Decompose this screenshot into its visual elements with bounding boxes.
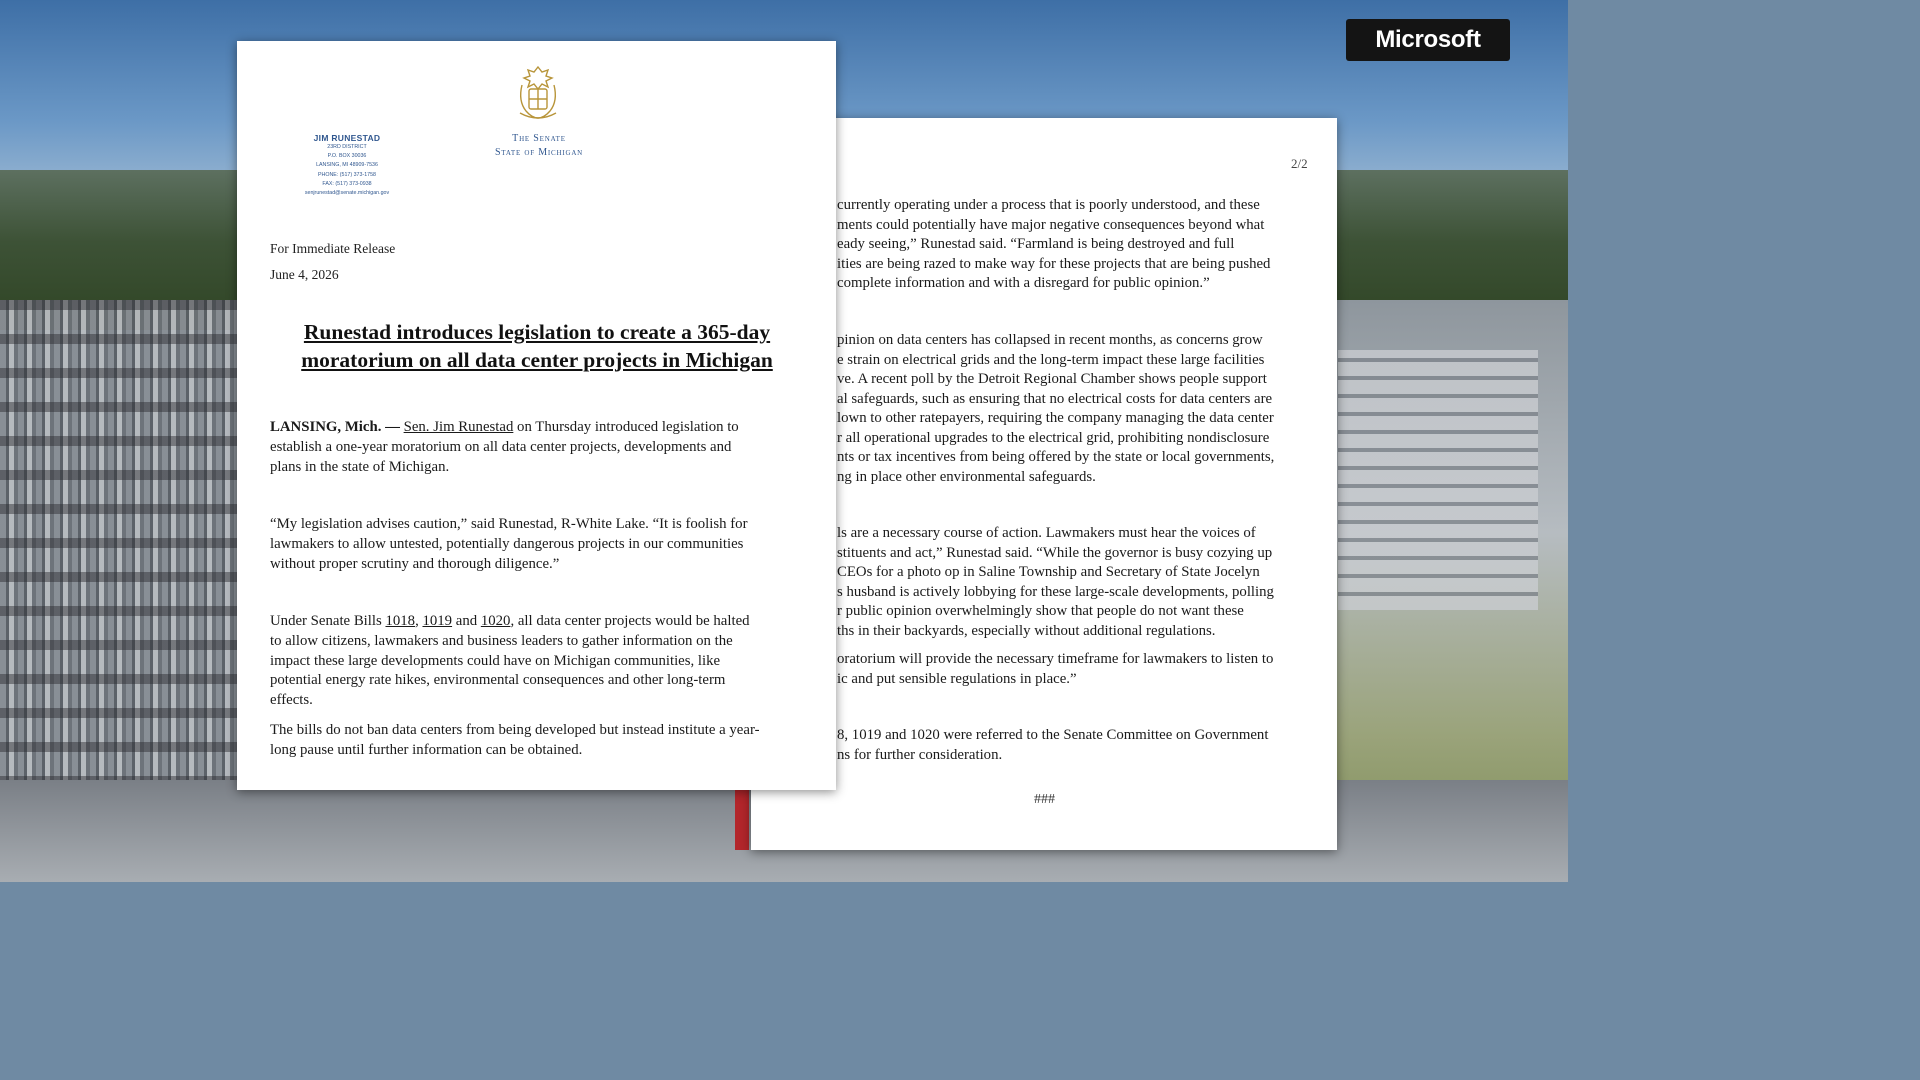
text-line: ic and put sensible regulations in place.” [837,670,1077,687]
text-line: impact these large developments could have on Michigan communities, like [270,652,721,669]
red-structure [735,790,749,850]
release-label: For Immediate Release [270,241,396,256]
release-date: June 4, 2026 [270,267,339,282]
text-line: on Thursday introduced legislation to [513,419,739,435]
page2-paragraph-1 [837,196,1337,294]
senator-district: 23RD DISTRICT [327,144,367,150]
senator-email: senjrunestad@senate.michigan.gov [304,190,390,197]
page2-paragraph-5 [837,726,1337,765]
text-line: without proper scrutiny and thorough diligence.” [270,555,560,572]
senator-link[interactable]: Sen. Jim Runestad [403,419,514,435]
bill-1018-link[interactable]: 1018 [385,613,416,629]
text-line: s husband is actively lobbying for these large-scale developments, polling [837,583,1274,600]
senator-phone: PHONE: (517) 373-1758 [317,171,376,178]
headline-line-1: Runestad introduces legislation to create a 365-day [303,320,771,344]
senator-fax: FAX: (517) 373-0938 [322,180,372,187]
text-line: The bills do not ban data centers from being developed but instead institute a year- [270,722,760,738]
logo-text: Microsoft [1375,26,1481,53]
senator-letterhead [289,133,405,198]
page-number: 2/2 [1291,156,1308,171]
text-segment: , [415,613,423,629]
text-line: potential energy rate hikes, environmental consequences and other long-term [270,672,726,689]
microsoft-logo-badge [1346,19,1510,61]
senator-pobox: P.O. BOX 30036 [327,153,367,160]
text-line: r public opinion overwhelmingly show that people do not want these [837,603,1244,619]
text-line: al safeguards, such as ensuring that no electrical costs for data centers are [837,390,1273,407]
chamber-letterhead [472,132,606,160]
senator-city: LANSING, MI 48909-7536 [316,162,378,169]
text-line: ments could potentially have major negative consequences beyond what [837,216,1265,233]
page2-paragraph-3 [837,524,1337,641]
text-line: CEOs for a photo op in Saline Township and Secretary of State Jocelyn [837,564,1260,580]
chamber-line-2: State of Michigan [494,147,584,158]
chamber-line-1: The Senate [512,133,566,144]
bill-1019-link[interactable]: 1019 [422,613,453,629]
page2-paragraph-4 [837,650,1337,689]
paragraph-4 [270,721,810,761]
text-line: 8, 1019 and 1020 were referred to the Senate Committee on Government [837,727,1269,743]
press-release-page-2 [751,118,1337,850]
text-line: lawmakers to allow untested, potentially dangerous projects in our communities [270,535,744,552]
text-segment: , all data center projects would be halted [510,613,750,629]
paragraph-1 [270,418,810,477]
press-release-page-1 [237,41,836,790]
bill-1020-link[interactable]: 1020 [480,613,511,629]
michigan-senate-seal-icon [512,63,564,121]
text-line: complete information and with a disregard for public opinion.” [837,275,1210,291]
headline-line-2: moratorium on all data center projects in Michigan [301,347,773,372]
text-line: oratorium will provide the necessary timeframe for lawmakers to listen to [837,651,1274,667]
text-line: “My legislation advises caution,” said Runestad, R-White Lake. “It is foolish for [270,516,748,532]
paragraph-3 [270,612,810,711]
page2-paragraph-2 [837,331,1337,487]
text-line: currently operating under a process that is poorly understood, and these [837,197,1260,213]
text-line: establish a one-year moratorium on all data center projects, developments and [270,438,732,455]
paragraph-2 [270,515,810,574]
text-line: ities are being razed to make way for these projects that are being pushed [837,255,1271,272]
text-line: lown to other ratepayers, requiring the company managing the data center [837,410,1274,426]
text-segment: and [452,613,481,629]
text-line: r all operational upgrades to the electrical grid, prohibiting nondisclosure [837,429,1270,446]
text-line: pinion on data centers has collapsed in recent months, as concerns grow [837,332,1263,348]
data-center-building [1338,350,1538,610]
text-line: long pause until further information can be obtained. [270,741,583,758]
end-mark: ### [1034,792,1055,807]
dateline: LANSING, Mich. — [270,419,400,435]
text-line: plans in the state of Michigan. [270,458,450,475]
text-line: eady seeing,” Runestad said. “Farmland is being destroyed and full [837,236,1235,252]
text-line: ve. A recent poll by the Detroit Regional Chamber shows people support [837,371,1267,387]
text-line: effects. [270,692,313,709]
text-line: ns for further consideration. [837,746,1003,763]
text-line: e strain on electrical grids and the long-term impact these large facilities [837,351,1265,368]
text-line: to allow citizens, lawmakers and business leaders to gather information on the [270,632,733,649]
text-line: ths in their backyards, especially without additional regulations. [837,622,1216,639]
text-line: stituents and act,” Runestad said. “While the governor is busy cozying up [837,544,1273,561]
text-line: ng in place other environmental safeguards. [837,468,1096,485]
text-line: nts or tax incentives from being offered by the state or local governments, [837,449,1275,465]
senator-name: JIM RUNESTAD [313,133,381,143]
headline [259,319,815,374]
text-line: ls are a necessary course of action. Lawmakers must hear the voices of [837,525,1256,541]
text-segment: Under Senate Bills [270,613,386,629]
